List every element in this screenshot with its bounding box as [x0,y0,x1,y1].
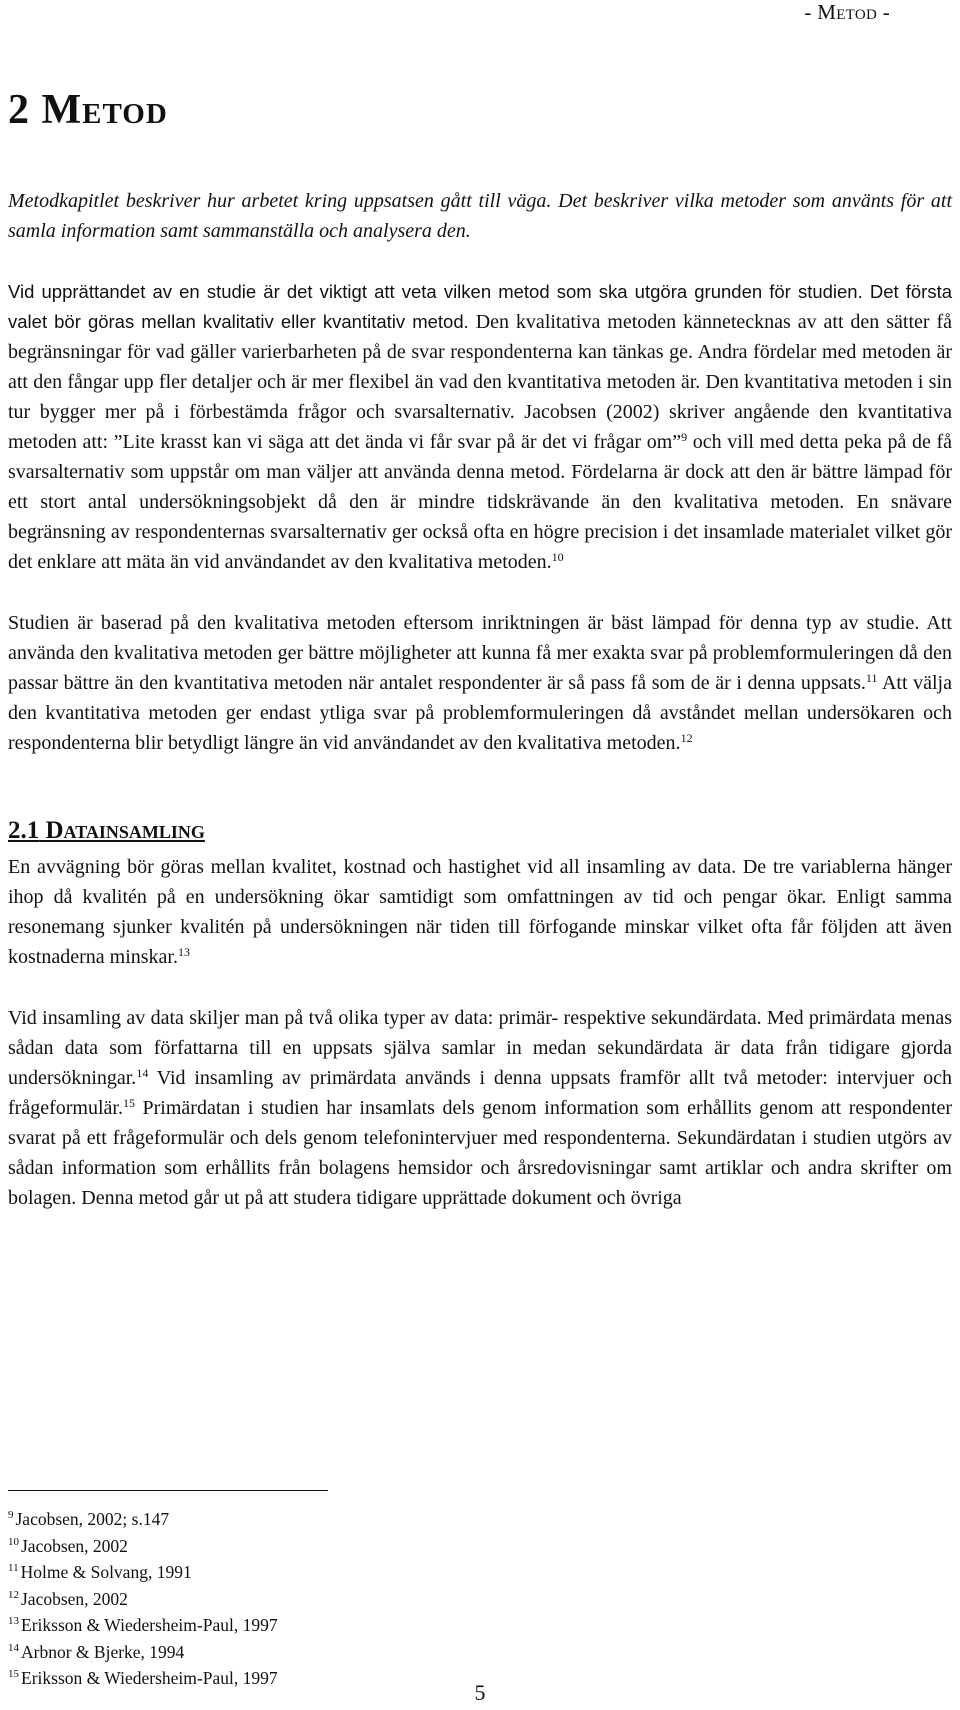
paragraph-text: Vid insamling av data skiljer man på två olika typer av data: primär- respektive sekundärdata. Med primärdata menas sådan data som författarna till en uppsats själva samlar in medan sekundärdata är data från tidigare gjorda undersökningar. [8,1007,952,1089]
running-header-title: Metod [817,0,878,24]
footnote-ref: 10 [551,550,564,564]
running-header [804,0,890,25]
footnote [8,1612,278,1639]
paragraph-method-choice [8,277,952,577]
footnote-text: Jacobsen, 2002 [21,1588,128,1609]
chapter-title [8,86,168,134]
footnote-number: 15 [8,1668,19,1680]
footnote [8,1559,278,1586]
paragraph-text: Primärdatan i studien har insamlats dels genom information som erhållits genom att respondenter svarat på ett frågeformulär och dels genom telefonintervjuer med respondenterna. Sekundärdatan i studien utgörs av sådan information som erhållits från bolagens hemsidor och årsredovisningar samt artiklar och andra skrifter om bolagen. Denna metod går ut på att studera tidigare upprättade dokument och övriga [8,1097,952,1209]
section-number: 2.1 [8,817,40,844]
intro-paragraph: Metodkapitlet beskriver hur arbetet kring uppsatsen gått till väga. Det beskriver vilka metoder som använts för att samla information samt sammanställa och analysera den. [8,190,952,242]
footnote-separator [8,1490,328,1491]
paragraph-gap [8,577,952,608]
footnote-text: Jacobsen, 2002 [21,1535,128,1556]
paragraph-sans-text: Vid upprättandet av en studie är det viktigt att veta vilken metod som ska utgöra grunden för studien. Det första valet bör göras mellan kvalitativ eller kvantitativ metod. [8,281,952,332]
footnote-text: Eriksson & Wiedersheim-Paul, 1997 [21,1615,278,1635]
footnote-ref: 14 [136,1066,149,1080]
footnote-number: 11 [8,1562,19,1574]
paragraph-text: En avvägning bör göras mellan kvalitet, kostnad och hastighet vid all insamling av data. De tre variablerna hänger ihop då kvalitén på en undersökning ökar samtidigt som omfattningen av tid och pengar ökar. Enligt samma resonemang sjunker kvalitén på undersökningen när tiden till förfogande minskar vilket ofta får följden att även kostnaderna minskar. [8,856,952,968]
footnote-number: 9 [8,1509,14,1521]
footnote-text: Eriksson & Wiedersheim-Paul, 1997 [21,1668,278,1688]
paragraph-gap [8,972,952,1003]
section-title-text: Datainsamling [45,817,205,844]
footnote-text: Jacobsen, 2002; s.147 [15,1509,170,1529]
footnote-ref: 9 [681,430,688,444]
paragraph-text: Studien är baserad på den kvalitativa metoden eftersom inriktningen är bäst lämpad för denna typ av studie. Att använda den kvalitativa metoden ger bättre möjligheter att kunna få mer exakta svar på problemformuleringen då den passar bättre än den kvantitativa metoden när antalet respondenter är så pass få som de är i denna uppsats. [8,612,952,694]
paragraph-text: och vill med detta peka på de få svarsalternativ som uppstår om man väljer att använda denna metod. Fördelarna är dock att den är bättre lämpad för ett stort antal undersökningsobjekt då den är mindre tidskrävande än den kvalitativa metoden. En snävare begränsning av respondenternas svarsalternativ ger också ofta en högre precision i det insamlade materialet vilket gör det enklare att mäta än vid användandet av den kvalitativa metoden. [8,431,952,573]
footnote-ref: 11 [865,671,878,685]
chapter-title-text: Metod [41,87,168,133]
footnote-ref: 15 [122,1096,135,1110]
footnote [8,1639,278,1666]
running-header-prefix: - [804,0,818,24]
footnotes [8,1506,278,1692]
paragraph-data-quality [8,852,952,972]
footnote-number: 14 [8,1641,19,1654]
footnote [8,1506,278,1533]
page-number: 5 [474,1680,486,1705]
paragraph-text: Den kvalitativa metoden kännetecknas av att den sätter få begränsningar för vad gäller varierbarheten på de svar respondenterna kan tänkas ge. Andra fördelar med metoden är att den fångar upp fler detaljer och är mer flexibel än vad den kvantitativa metoden är. Den kvantitativa metoden i sin tur bygger mer på i förbestämda frågor och svarsalternativ. Jacobsen (2002) skriver angående den kvantitativa metoden att: ”Lite krasst kan vi säga att det ända vi får svar på är det vi frågar om” [8,311,953,453]
paragraph-gap [8,246,952,277]
running-header-suffix: - [877,0,890,24]
footnote [8,1533,278,1560]
footnote-ref: 13 [177,945,190,959]
footnote-number: 10 [8,1535,19,1548]
body-text [8,186,952,1213]
footnote-number: 12 [8,1588,19,1601]
footnote-text: Arbnor & Bjerke, 1994 [21,1641,185,1662]
paragraph-text: Att välja den kvantitativa metoden ger endast ytliga svar på problemformuleringen då avståndet mellan undersökaren och respondenterna blir betydligt längre än vid användandet av den kvalitativa metoden. [8,672,952,754]
paragraph-text: Vid insamling av primärdata används i denna uppsats framför allt två metoder: intervjuer och frågeformulär. [8,1067,952,1119]
section-title [8,816,952,846]
footnote-ref: 12 [680,731,693,745]
chapter-number: 2 [8,87,30,133]
footnote-text: Holme & Solvang, 1991 [20,1562,192,1582]
paragraph-study-basis [8,608,952,758]
paragraph-data-types [8,1003,952,1213]
footnote-number: 13 [8,1615,19,1627]
footnote [8,1586,278,1613]
